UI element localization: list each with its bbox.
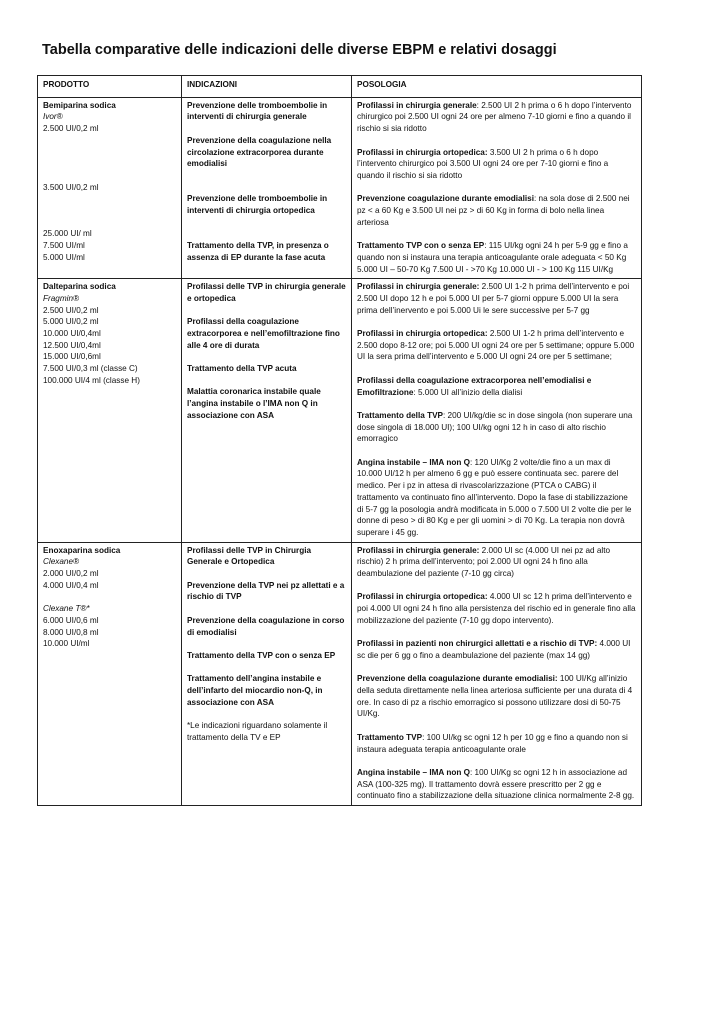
dosage-cell (352, 542, 642, 805)
indication-item: Trattamento della TVP con o senza EP (187, 650, 336, 660)
indication-item: Profilassi delle TVP in chirurgia generale e ortopedica (187, 282, 346, 303)
dosage-item: Profilassi in chirurgia ortopedica: 3.500 UI 2 h prima o 6 h dopo l’intervento chirurgico poi 3.500 UI ogni 24 ore per 7-10 giorni e fino a quando il rischio si sia ridotto (357, 147, 609, 180)
dosage-item: Prevenzione della coagulazione durante emodialisi: 100 UI/Kg all’inizio della seduta direttamente nella linea arteriosa sufficiente per una durata di 4 ore. In caso di pz a rischio emorragico si possono utilizzare dosi di 50-75 UI/Kg. (357, 674, 633, 719)
product-name: Bemiparina sodica (43, 100, 116, 110)
product-dose: 7.500 UI/ml (43, 241, 85, 251)
dosage-item: Profilassi in pazienti non chirurgici allettati e a rischio di TVP: 4.000 UI sc die per 6 gg o fino a deambulazione del paziente (max 14 gg) (357, 639, 631, 660)
indication-item: Trattamento della TVP acuta (187, 364, 297, 374)
dosage-item: Profilassi in chirurgia generale: 2.000 UI sc (4.000 UI nei pz ad alto rischio) 2 h prima dell’intervento; poi 2.000 UI ogni 24 h fino alla deambulazione del paziente (7-10 gg circa) (357, 545, 611, 579)
product-name: Enoxaparina sodica (43, 545, 121, 555)
product-dose: 15.000 UI/0,6ml (43, 352, 101, 362)
product-dose: 12.500 UI/0,4ml (43, 340, 101, 350)
dosage-item: Profilassi in chirurgia ortopedica: 4.000 UI sc 12 h prima dell’intervento e poi 4.000 UI ogni 24 h fino alla persistenza del rischio ed in generale fino alla mobilizzazione del paziente (7-10 gg dopo intervento). (357, 592, 636, 625)
product-dose: 10.000 UI/0,4ml (43, 329, 101, 339)
dosage-item: Profilassi in chirurgia generale: 2.500 UI 2 h prima o 6 h dopo l’intervento chirurgico poi 2.500 UI ogni 24 ore per almeno 7-10 giorni e fino a quando il rischio si sia ridotto (357, 100, 632, 134)
product-dose: 5.000 UI/ml (43, 252, 85, 262)
product-brand: Clexane T®* (43, 604, 90, 614)
dosage-item: Profilassi in chirurgia generale: 2.500 UI 1-2 h prima dell’intervento e poi 2.500 UI dopo 12 h e poi 5.000 UI per 5-7 giorni oppure 5.000 UI la sera prima dell’inervento e poi 5.000 Ui le sere successive per 5-7 gg (357, 282, 630, 315)
indication-item: Profilassi della coagulazione extracorporea e nell’emofiltrazione fino alle 4 ore di durata (187, 317, 340, 350)
product-dose: 25.000 UI/ ml (43, 229, 92, 239)
header-indicazioni: INDICAZIONI (182, 76, 352, 98)
indication-item: Trattamento della TVP, in presenza o assenza di EP durante la fase acuta (187, 241, 329, 262)
header-prodotto: PRODOTTO (38, 76, 182, 98)
dosage-item: Trattamento TVP con o senza EP: 115 UI/kg ogni 24 h per 5-9 gg e fino a quando non si instaura una terapia anticoagulante orale adeguata < 50 Kg 5.000 UI – 50-70 Kg 7.500 UI - >70 Kg 10.000 UI - > 100 Kg 115 UI/Kg (357, 241, 628, 274)
dosage-item: Angina instabile – IMA non Q: 100 UI/Kg sc ogni 12 h in associazione ad ASA (100-325 mg). Il trattamento dovrà essere prescritto per 2 gg e continuato fino a stabilizzazione della situazione clinica normalmente 2-8 gg. (357, 767, 635, 801)
indication-item: Prevenzione della TVP nei pz allettati e a rischio di TVP (187, 580, 345, 602)
dosage-item: Trattamento della TVP: 200 UI/kg/die sc in dose singola (non superare una dose singola di 18.000 UI); 100 UI/kg ogni 12 h in caso di alto rischio emorragico (357, 410, 633, 444)
indication-item: Prevenzione della coagulazione nella circolazione extracorporea durante emodialisi (187, 135, 332, 169)
product-dose: 2.500 UI/0,2 ml (43, 124, 99, 134)
product-dose: 4.000 UI/0,4 ml (43, 580, 99, 590)
indications-cell (182, 542, 352, 805)
product-dose: 2.500 UI/0,2 ml (43, 305, 99, 315)
indication-item: Prevenzione delle tromboembolie in interventi di chirurgia generale (187, 100, 328, 122)
dosage-item: Trattamento TVP: 100 UI/kg sc ogni 12 h per 10 gg e fino a quando non si instaura adeguata terapia anticoagulante orale (357, 732, 628, 754)
product-dose: 3.500 UI/0,2 ml (43, 182, 99, 192)
dosage-item: Profilassi della coagulazione extracorporea nell’emodialisi e Emofiltrazione: 5.000 UI all’inizio della dialisi (357, 375, 592, 397)
indication-note: *Le indicazioni riguardano solamente il trattamento della TV e EP (187, 721, 328, 742)
header-posologia: POSOLOGIA (352, 76, 642, 98)
product-dose: 2.000 UI/0,2 ml (43, 569, 99, 579)
product-brand: Ivor® (43, 112, 63, 122)
indication-item: Malattia coronarica instabile quale l’angina instabile o l’IMA non Q in associazione con ASA (187, 387, 321, 420)
product-brand: Clexane® (43, 557, 80, 567)
dosage-item: Prevenzione coagulazione durante emodialisi: na sola dose di 2.500 nei pz < a 60 Kg e 3.500 UI nei pz > di 60 Kg in forma di bolo nella linea arteriosa (357, 194, 630, 227)
indication-item: Trattamento dell’angina instabile e dell’infarto del miocardio non-Q, in associazione con ASA (187, 674, 323, 707)
product-cell (38, 279, 182, 542)
dosage-item: Profilassi in chirurgia ortopedica: 2.500 UI 1-2 h prima dell’intervento e 2.500 dopo 8-12 ore; poi 5.000 UI ogni 24 ore per 5 settimane; oppure 5.000 UI la sera prima dell’intervento e 5.000 UI ogni 24 ore per 5 settimane; (357, 329, 635, 362)
product-dose: 7.500 UI/0,3 ml (classe C) (43, 364, 138, 374)
dosage-cell (352, 279, 642, 542)
product-name: Dalteparina sodica (43, 282, 116, 292)
product-dose: 10.000 UI/ml (43, 639, 90, 649)
indication-item: Profilassi delle TVP in Chirurgia Generale e Ortopedica (187, 545, 312, 567)
product-cell (38, 542, 182, 805)
dosage-cell (352, 97, 642, 279)
product-dose: 100.000 UI/4 ml (classe H) (43, 375, 140, 385)
table-header-row (38, 76, 642, 98)
table-row-dalteparina (38, 279, 642, 542)
table-row-enoxaparina (38, 542, 642, 805)
product-cell (38, 97, 182, 279)
indication-item: Prevenzione delle tromboembolie in interventi di chirurgia ortopedica (187, 194, 328, 215)
ebpm-table (37, 75, 642, 806)
indication-item: Prevenzione della coagulazione in corso di emodialisi (187, 615, 345, 637)
indications-cell (182, 279, 352, 542)
product-dose: 6.000 UI/0,6 ml (43, 615, 99, 625)
table-row-bemiparina (38, 97, 642, 279)
product-dose: 8.000 UI/0,8 ml (43, 627, 99, 637)
indications-cell (182, 97, 352, 279)
dosage-item: Angina instabile – IMA non Q: 120 UI/Kg 2 volte/die fino a un max di 10.000 UI/12 h per almeno 6 gg e può essere continuata sec. parere del medico. Per i pz in attesa di rivascolarizzazione (PTCA o CABG) il trattamento va continuato fino all’intervento. Dopo la fase di stabilizzazione di 5-7 gg la posologia andrà modificata in 5.000 o 7.500 UI 2 volte die per le donne di peso > di 80 Kg e per gli uomini > di 70 Kg. La terapia non dovrà superare i 45 gg. (357, 457, 632, 537)
document-title: Tabella comparative delle indicazioni delle diverse EBPM e relativi dosaggi (42, 42, 557, 58)
product-dose: 5.000 UI/0,2 ml (43, 317, 99, 327)
product-brand: Fragmin® (43, 293, 80, 303)
